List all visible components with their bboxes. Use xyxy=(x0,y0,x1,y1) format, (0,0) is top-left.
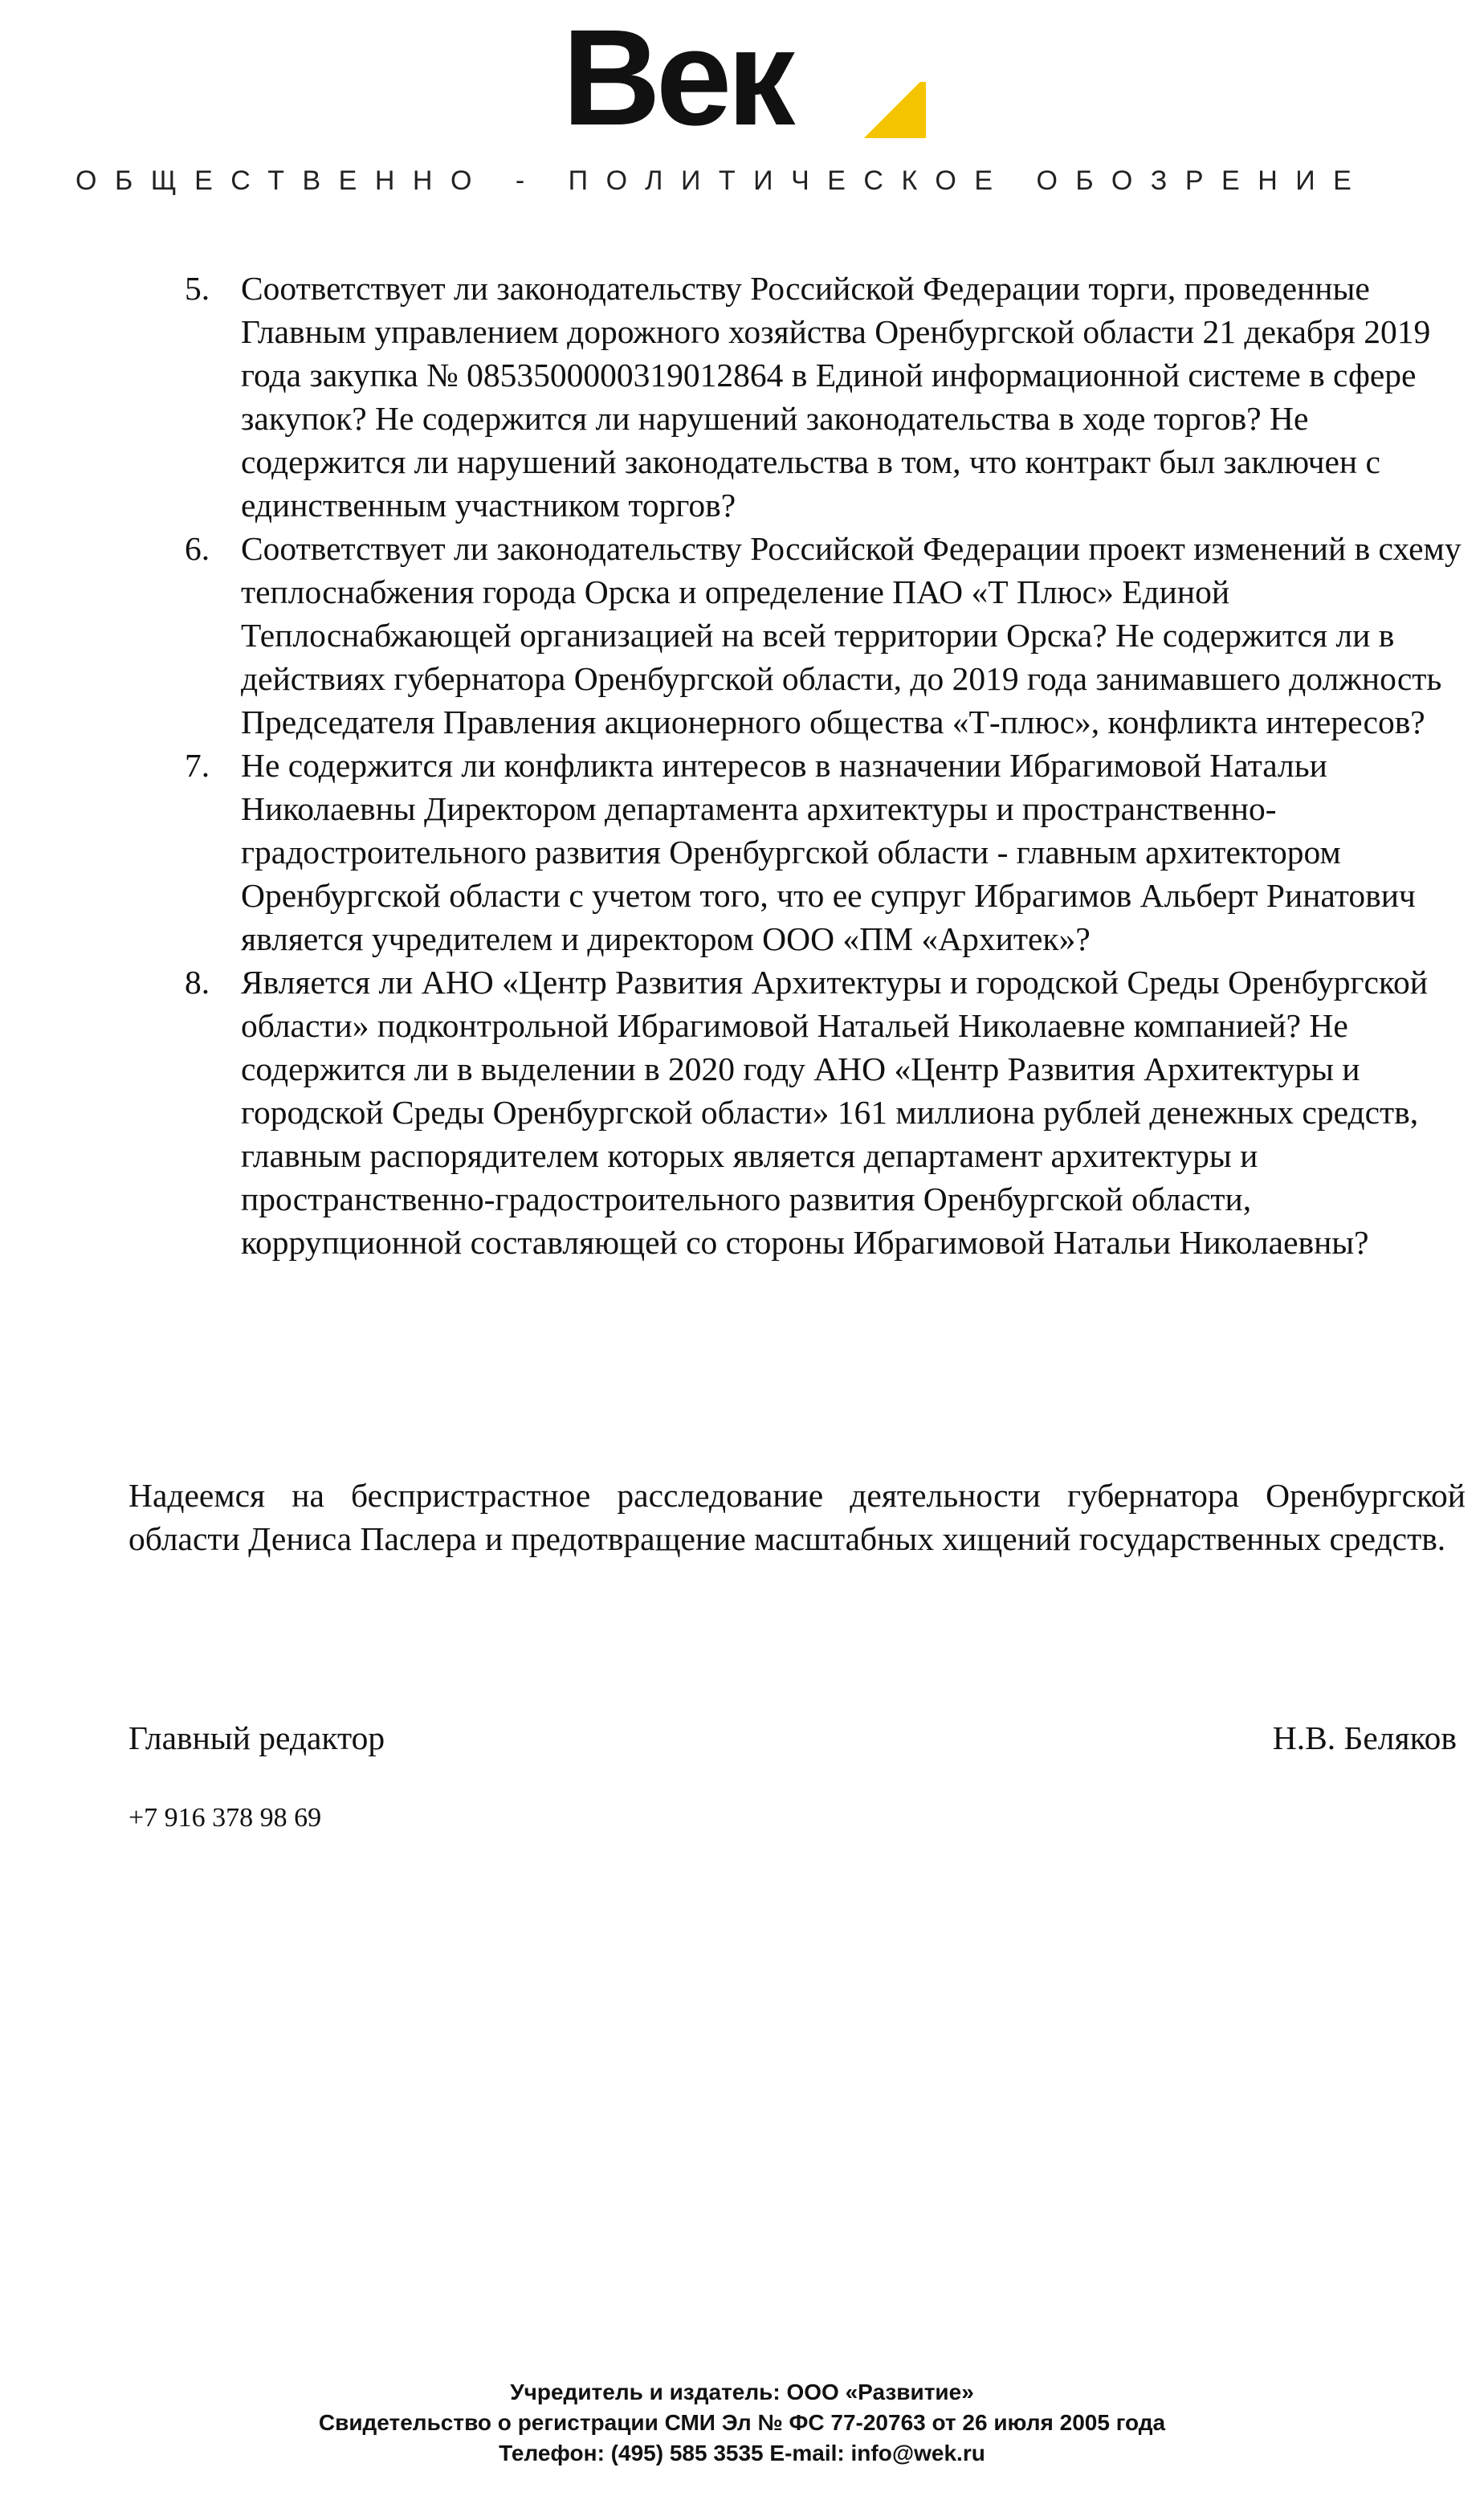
list-item-number: 6. xyxy=(185,530,210,567)
logo-accent-icon xyxy=(862,82,926,138)
footer-publisher: Учредитель и издатель: ООО «Развитие» xyxy=(510,2380,974,2404)
list-item-text: Является ли АНО «Центр Развития Архитектуры и городской Среды Оренбургской области» подконтрольной Ибрагимовой Натальей Николаевне компанией? Не содержится ли в выделении в 2020 году АНО «Центр Развития Архитектуры и городской Среды Оренбургской области» 161 миллиона рублей денежных средств, главным распорядителем которых является департамент архитектуры и пространственно-градостроительного развития Оренбургской области, коррупционной составляющей со стороны Ибрагимовой Натальи Николаевны? xyxy=(241,964,1428,1261)
list-item-number: 5. xyxy=(185,270,210,307)
signature-name: Н.В. Беляков xyxy=(1272,1719,1457,1756)
footer-registration: Свидетельство о регистрации СМИ Эл № ФС 77-20763 от 26 июля 2005 года xyxy=(318,2410,1166,2435)
signature-phone: +7 916 378 98 69 xyxy=(128,1803,322,1833)
tagline: ОБЩЕСТВЕННО - ПОЛИТИЧЕСКОЕ ОБОЗРЕНИЕ xyxy=(75,165,1370,196)
publisher-footer xyxy=(0,2377,1484,2469)
list-item-text: Соответствует ли законодательству Российской Федерации торги, проведенные Главным управлением дорожного хозяйства Оренбургской области 21 декабря 2019 года закупка № 0853500000319012864 в Единой информационной системе в сфере закупок? Не содержится ли нарушений законодательства в ходе торгов? Не содержится ли нарушений законодательства в том, что контракт был заключен с единственным участником торгов? xyxy=(241,270,1431,524)
letterhead xyxy=(0,0,1484,209)
list-item-number: 7. xyxy=(185,747,210,784)
list-item xyxy=(128,267,1462,527)
list-item-number: 8. xyxy=(185,964,210,1001)
logo: Век xyxy=(562,2,791,154)
question-list xyxy=(128,267,1462,1264)
signature-role: Главный редактор xyxy=(128,1719,385,1756)
list-item-text: Не содержится ли конфликта интересов в назначении Ибрагимовой Натальи Николаевны Директором департамента архитектуры и пространственно-градостроительного развития Оренбургской области - главным архитектором Оренбургской области с учетом того, что ее супруг Ибрагимов Альберт Ринатович является учредителем и директором ООО «ПМ «Архитек»? xyxy=(241,747,1416,957)
closing-paragraph: Надеемся на беспристрастное расследование деятельности губернатора Оренбургской области Дениса Паслера и предотвращение масштабных хищений государственных средств. xyxy=(128,1477,1466,1557)
list-item xyxy=(128,960,1462,1264)
list-item xyxy=(128,527,1462,744)
footer-contacts: Телефон: (495) 585 3535 E-mail: info@wek.ru xyxy=(499,2441,985,2465)
list-item-text: Соответствует ли законодательству Российской Федерации проект изменений в схему теплоснабжения города Орска и определение ПАО «Т Плюс» Единой Теплоснабжающей организацией на всей территории Орска? Не содержится ли в действиях губернатора Оренбургской области, до 2019 года занимавшего должность Председателя Правления акционерного общества «Т-плюс», конфликта интересов? xyxy=(241,530,1462,740)
list-item xyxy=(128,744,1462,960)
